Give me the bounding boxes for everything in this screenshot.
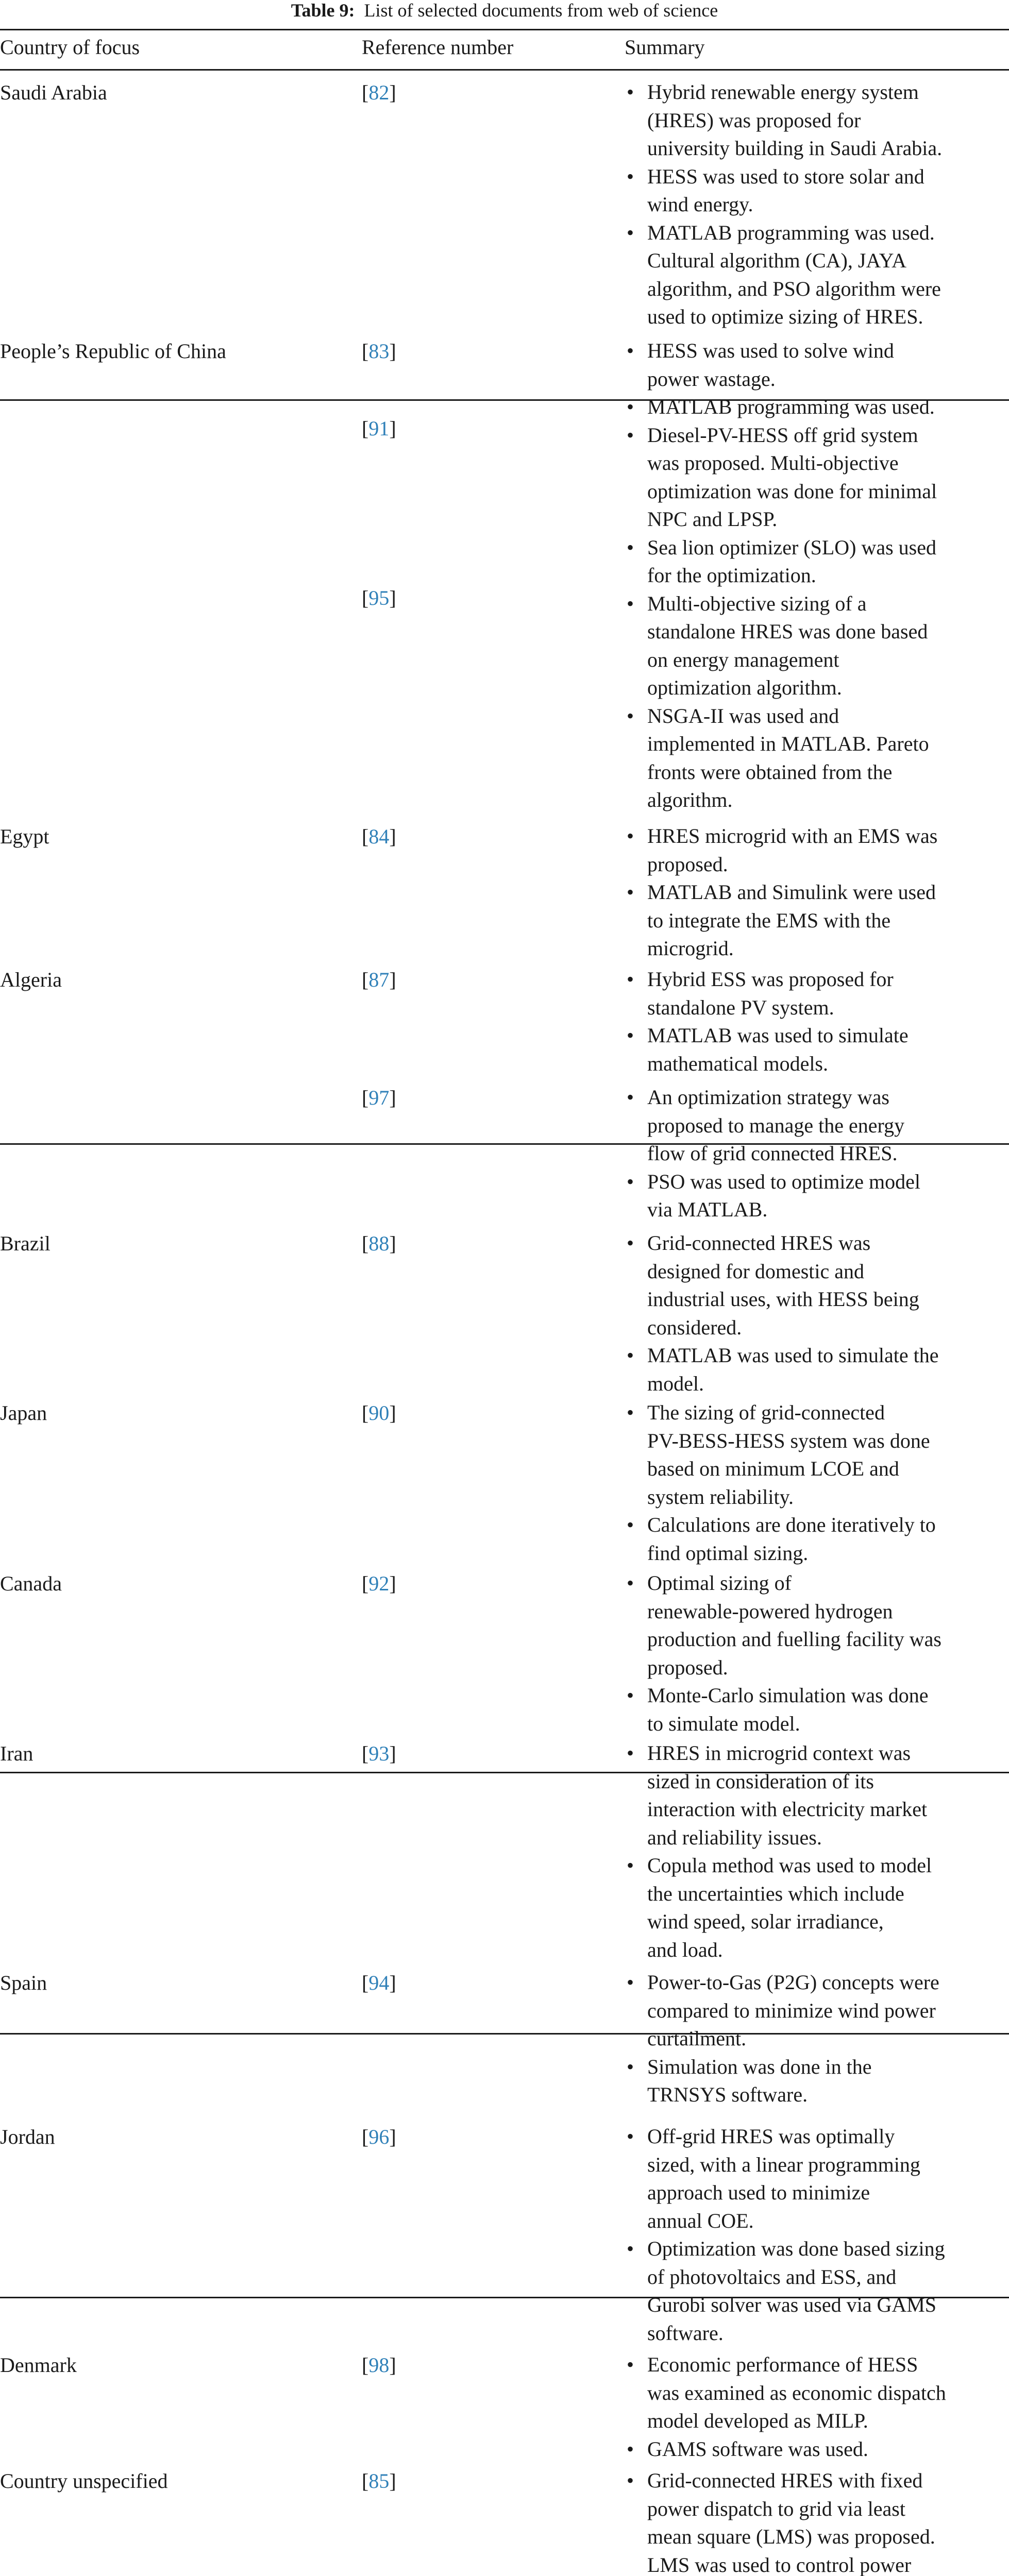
bracket-close: ]: [389, 340, 396, 363]
bracket-close: ]: [389, 1742, 396, 1765]
country-cell: Egypt: [0, 825, 49, 848]
table-title: List of selected documents from web of science: [364, 0, 718, 21]
reference-link[interactable]: 96: [368, 2125, 390, 2148]
summary-list: [625, 1969, 1009, 2109]
table-row: [0, 1732, 1009, 1961]
reference-link[interactable]: 92: [368, 1572, 390, 1595]
table-row: [0, 71, 1009, 330]
reference-link[interactable]: 82: [368, 81, 390, 104]
country-cell: Algeria: [0, 968, 62, 991]
bracket-close: ]: [389, 81, 396, 104]
reference-cell: [362, 822, 396, 851]
summary-bullet: • Grid-connected HRES was designed for domestic and industrial uses, with HESS being considered.: [625, 1229, 1009, 1342]
summary-bullet: • An optimization strategy was proposed to manage the energy flow of grid connected HRES.: [625, 1083, 1009, 1168]
summary-bullet: • MATLAB was used to simulate the model.: [625, 1342, 1009, 1398]
reference-link[interactable]: 98: [368, 2353, 390, 2377]
summary-list: [625, 1083, 1009, 1224]
bracket-close: ]: [389, 2125, 396, 2148]
reference-link[interactable]: 88: [368, 1232, 390, 1255]
top-rule: [0, 29, 1009, 30]
bracket-close: ]: [389, 586, 396, 609]
bracket-open: [: [362, 968, 369, 991]
bracket-close: ]: [389, 1401, 396, 1425]
bracket-open: [: [362, 1742, 369, 1765]
country-cell: Country unspecified: [0, 2469, 168, 2493]
reference-link[interactable]: 87: [368, 968, 390, 991]
country-cell: Canada: [0, 1572, 62, 1595]
summary-list: [625, 1569, 1009, 1738]
summary-list: [625, 1399, 1009, 1567]
bracket-close: ]: [389, 1232, 396, 1255]
bracket-open: [: [362, 2125, 369, 2148]
summary-list: [625, 337, 1009, 815]
table-row: [0, 815, 1009, 958]
table-row: [0, 1222, 1009, 1395]
summary-bullet: • Optimal sizing of renewable-powered hydrogen production and fuelling facility was proposed.: [625, 1569, 1009, 1682]
reference-cell: [362, 1229, 396, 1258]
summary-bullet: • Off-grid HRES was optimally sized, with a linear programming approach used to minimize annual COE.: [625, 2123, 1009, 2235]
country-cell: Saudi Arabia: [0, 81, 107, 104]
reference-cell: [362, 2351, 396, 2379]
reference-cell: [362, 965, 396, 994]
summary-bullet: • NSGA-II was used and implemented in MATLAB. Pareto fronts were obtained from the algorithm.: [625, 702, 1009, 815]
reference-cell: [362, 1083, 396, 1112]
table-row: [0, 1076, 1009, 1222]
bracket-open: [: [362, 340, 369, 363]
summary-list: [625, 965, 1009, 1078]
reference-link[interactable]: 97: [368, 1086, 390, 1109]
country-cell: Iran: [0, 1742, 33, 1765]
reference-cell: [362, 1969, 396, 1997]
reference-link[interactable]: 84: [368, 825, 390, 848]
summary-list: [625, 1739, 1009, 1964]
summary-bullet: • Copula method was used to model the uncertainties which include wind speed, solar irradiance, and load.: [625, 1852, 1009, 1964]
summary-bullet: • Power-to-Gas (P2G) concepts were compared to minimize wind power curtailment.: [625, 1969, 1009, 2053]
summary-bullet: • Simulation was done in the TRNSYS software.: [625, 2053, 1009, 2109]
reference-link[interactable]: 85: [368, 2469, 390, 2493]
country-cell: Jordan: [0, 2125, 55, 2148]
reference-link[interactable]: 94: [368, 1971, 390, 1994]
summary-list: [625, 822, 1009, 963]
summary-list: [625, 78, 1009, 331]
summary-bullet: • HESS was used to store solar and wind energy.: [625, 163, 1009, 219]
summary-bullet: • Monte-Carlo simulation was done to simulate model.: [625, 1682, 1009, 1738]
summary-bullet: • Diesel-PV-HESS off grid system was proposed. Multi-objective optimization was done for minimal NPC and LPSP.: [625, 421, 1009, 534]
table-row: [0, 2115, 1009, 2344]
bracket-open: [: [362, 1232, 369, 1255]
summary-bullet: • HRES in microgrid context was sized in consideration of its interaction with electricity market and reliability issues.: [625, 1739, 1009, 1852]
reference-cell: [362, 2467, 396, 2495]
bracket-close: ]: [389, 825, 396, 848]
bracket-open: [: [362, 417, 369, 440]
header-summary: Summary: [625, 36, 705, 59]
table-row: [0, 1562, 1009, 1735]
summary-bullet: • HESS was used to solve wind power wastage.: [625, 337, 1009, 393]
header-country: Country of focus: [0, 36, 140, 59]
bracket-open: [: [362, 1086, 369, 1109]
summary-bullet: • MATLAB was used to simulate mathematical models.: [625, 1022, 1009, 1078]
reference-cell: [362, 78, 396, 107]
summary-bullet: • Grid-connected HRES with fixed power dispatch to grid via least mean square (LMS) was proposed. LMS was used to control power: [625, 2467, 1009, 2576]
summary-bullet: • Calculations are done iteratively to find optimal sizing.: [625, 1511, 1009, 1567]
summary-bullet: • MATLAB and Simulink were used to integrate the EMS with the microgrid.: [625, 878, 1009, 963]
reference-cell: [362, 2123, 396, 2151]
summary-bullet: • Economic performance of HESS was examined as economic dispatch model developed as MILP.: [625, 2351, 1009, 2435]
bracket-close: ]: [389, 2353, 396, 2377]
reference-cell: [362, 1569, 396, 1598]
country-cell: Brazil: [0, 1232, 51, 1255]
reference-cell: [362, 337, 396, 365]
summary-bullet: • GAMS software was used.: [625, 2435, 1009, 2464]
summary-bullet: • HRES microgrid with an EMS was proposed.: [625, 822, 1009, 878]
summary-list: [625, 2351, 1009, 2463]
summary-bullet: • Hybrid renewable energy system (HRES) was proposed for university building in Saudi Arabia.: [625, 78, 1009, 163]
summary-bullet: • Hybrid ESS was proposed for standalone PV system.: [625, 965, 1009, 1022]
bracket-close: ]: [389, 1971, 396, 1994]
bracket-close: ]: [389, 417, 396, 440]
bracket-open: [: [362, 2469, 369, 2493]
table-label: Table 9:: [291, 0, 355, 21]
summary-list: [625, 2123, 1009, 2347]
bracket-open: [: [362, 1971, 369, 1994]
reference-link[interactable]: 93: [368, 1742, 390, 1765]
bracket-close: ]: [389, 1086, 396, 1109]
table-row: [0, 2460, 1009, 2576]
reference-cell: [362, 414, 396, 443]
bracket-open: [: [362, 81, 369, 104]
bracket-close: ]: [389, 1572, 396, 1595]
table-row: [0, 1392, 1009, 1565]
summary-bullet: • Optimization was done based sizing of photovoltaics and ESS, and Gurobi solver was used via GAMS software.: [625, 2235, 1009, 2347]
bracket-open: [: [362, 825, 369, 848]
country-cell: Spain: [0, 1971, 47, 1994]
country-cell: Denmark: [0, 2353, 77, 2377]
reference-link[interactable]: 91: [368, 417, 390, 440]
summary-bullet: • Multi-objective sizing of a standalone HRES was done based on energy management optimization algorithm.: [625, 590, 1009, 702]
summary-bullet: • The sizing of grid-connected PV-BESS-HESS system was done based on minimum LCOE and system reliability.: [625, 1399, 1009, 1511]
table-row: [0, 958, 1009, 1076]
bracket-open: [: [362, 2353, 369, 2377]
table-row: [0, 1961, 1009, 2115]
table-row: [0, 2344, 1009, 2460]
table-caption: [0, 0, 1009, 24]
bracket-open: [: [362, 1572, 369, 1595]
country-cell: People’s Republic of China: [0, 340, 226, 363]
bracket-close: ]: [389, 2469, 396, 2493]
summary-bullet: • PSO was used to optimize model via MATLAB.: [625, 1168, 1009, 1224]
reference-link[interactable]: 95: [368, 586, 390, 609]
reference-cell: [362, 1739, 396, 1768]
reference-link[interactable]: 90: [368, 1401, 390, 1425]
country-cell: Japan: [0, 1401, 47, 1425]
summary-list: [625, 2467, 1009, 2576]
bracket-open: [: [362, 586, 369, 609]
summary-bullet: • Sea lion optimizer (SLO) was used for the optimization.: [625, 534, 1009, 590]
bracket-close: ]: [389, 968, 396, 991]
table-row: [0, 330, 1009, 815]
reference-cell: [362, 584, 396, 612]
summary-bullet: • MATLAB programming was used.: [625, 393, 1009, 421]
header-reference: Reference number: [362, 36, 514, 59]
reference-link[interactable]: 83: [368, 340, 390, 363]
summary-bullet: • MATLAB programming was used. Cultural algorithm (CA), JAYA algorithm, and PSO algorithm were used to optimize sizing of HRES.: [625, 219, 1009, 331]
summary-list: [625, 1229, 1009, 1398]
header-rule: [0, 69, 1009, 71]
bracket-open: [: [362, 1401, 369, 1425]
reference-cell: [362, 1399, 396, 1427]
